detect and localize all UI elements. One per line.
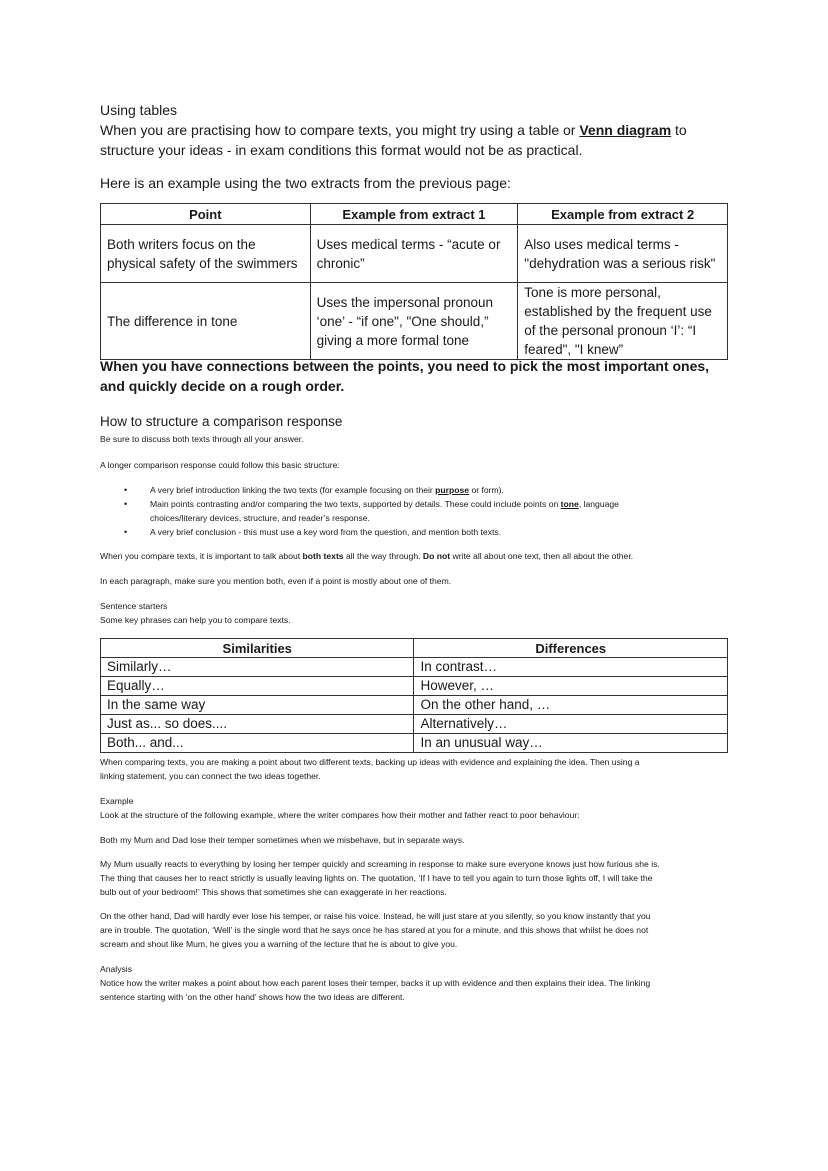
sentence-starters-subtext: Some key phrases can help you to compare texts.: [100, 615, 291, 625]
sentence-starters-table: [100, 638, 728, 753]
header-differences: Differences: [414, 639, 728, 658]
example-mum-paragraph: [100, 857, 750, 899]
after-table-line: linking statement, you can connect the two ideas together.: [100, 771, 321, 781]
intro-section: [100, 100, 740, 160]
table-cell: On the other hand, …: [414, 696, 728, 715]
advice-bold: Do not: [422, 551, 451, 561]
paragraph-line: bulb out of your bedroom!’ This shows that sometimes she can exaggerate in her reactions.: [100, 887, 447, 897]
table-cell: In contrast…: [414, 658, 728, 677]
analysis-heading: Analysis: [100, 964, 132, 974]
comparison-header-row: [101, 204, 728, 225]
example-dad-paragraph: [100, 909, 750, 951]
using-tables-heading: Using tables: [100, 102, 178, 118]
bullet-text: A very brief introduction linking the two texts (for example focusing on their: [150, 485, 436, 495]
table-cell: Alternatively…: [414, 715, 728, 734]
intro-line-1: [100, 120, 740, 140]
structure-subtext: Be sure to discuss both texts through all your answer.: [100, 434, 304, 444]
bullet-text: or form).: [469, 485, 504, 495]
list-item: [100, 497, 720, 525]
paragraph-line: sentence starting with ‘on the other hand’ shows how the two ideas are different.: [100, 992, 405, 1002]
intro-text-end: to: [671, 122, 687, 138]
longer-response-text: A longer comparison response could follow this basic structure:: [100, 460, 340, 470]
paragraph-line: are in trouble. The quotation, ‘Well’ is the single word that he says once he has stared at you for a minute, and this shows that whilst he does not: [100, 925, 649, 935]
intro-text: When you are practising how to compare texts, you might try using a table or: [100, 122, 580, 138]
intro-line-2: structure your ideas - in exam conditions this format would not be as practical.: [100, 142, 583, 158]
starters-header-row: [101, 639, 728, 658]
example-intro-text: Look at the structure of the following example, where the writer compares how their mother and father react to poor behaviour:: [100, 810, 580, 820]
compare-advice: [100, 549, 740, 563]
table-row: [101, 225, 728, 283]
advice-text: all the way through.: [343, 551, 423, 561]
paragraph-line: Notice how the writer makes a point about how each parent loses their temper, backs it up with evidence and then explains their idea. The linking: [100, 978, 651, 988]
table-cell: Tone is more personal, established by the frequent use of the personal pronoun ‘I’: “I feared", "I knew”: [518, 283, 728, 360]
table-row: [101, 715, 728, 734]
advice-bold: both texts: [302, 551, 344, 561]
table-cell: Equally…: [101, 677, 414, 696]
bullet-text: choices/literary devices, structure, and reader’s response.: [150, 513, 370, 523]
table-cell: Uses the impersonal pronoun ‘one’ - “if one", "One should,” giving a more formal tone: [310, 283, 518, 360]
table-cell: The difference in tone: [101, 283, 311, 360]
table-cell: However, …: [414, 677, 728, 696]
table-cell: Both writers focus on the physical safety of the swimmers: [101, 225, 311, 283]
table-cell: In an unusual way…: [414, 734, 728, 753]
table-cell: Uses medical terms - “acute or chronic”: [310, 225, 518, 283]
header-extract-1: Example from extract 1: [310, 204, 518, 225]
table-cell: Similarly…: [101, 658, 414, 677]
paragraph-line: scream and shout like Mum, he gives you a warning of the lecture that he is about to give you.: [100, 939, 458, 949]
advice-text: When you compare texts, it is important to talk about: [100, 551, 303, 561]
structure-heading: How to structure a comparison response: [100, 414, 343, 429]
list-item: [100, 525, 720, 539]
paragraph-line: My Mum usually reacts to everything by losing her temper quickly and screaming in response to make sure everyone knows just how furious she is.: [100, 859, 660, 869]
advice-text: write all about one text, then all about the other.: [450, 551, 634, 561]
paragraph-advice: In each paragraph, make sure you mention both, even if a point is mostly about one of them.: [100, 576, 452, 586]
example-heading: Example: [100, 796, 134, 806]
example-intro: Here is an example using the two extracts from the previous page:: [100, 175, 511, 191]
connections-note: When you have connections between the points, you need to pick the most important ones, and quickly decide on a rough order.: [100, 358, 710, 394]
table-row: [101, 734, 728, 753]
table-cell: Just as... so does....: [101, 715, 414, 734]
example-both: Both my Mum and Dad lose their temper sometimes when we misbehave, but in separate ways.: [100, 835, 465, 845]
bullet-text: Main points contrasting and/or comparing the two texts, supported by details. These could include points on: [150, 499, 561, 509]
structure-list: [100, 483, 720, 539]
paragraph-line: The thing that causes her to react strictly is usually leaving lights on. The quotation, ‘If I have to tell you again to turn those lights off, I will take the: [100, 873, 653, 883]
purpose-link[interactable]: purpose: [435, 485, 470, 495]
tone-link[interactable]: tone: [560, 499, 579, 509]
after-table-line: When comparing texts, you are making a point about two different texts, backing up ideas with evidence and explaining the idea. Then using a: [100, 757, 640, 767]
table-row: [101, 696, 728, 715]
bullet-text: , language: [578, 499, 619, 509]
header-point: Point: [101, 204, 311, 225]
analysis-paragraph: [100, 976, 750, 1004]
bullet-text: A very brief conclusion - this must use a key word from the question, and mention both texts.: [150, 527, 502, 537]
table-cell: Both... and...: [101, 734, 414, 753]
comparison-table: [100, 203, 728, 360]
table-row: [101, 283, 728, 360]
table-cell: Also uses medical terms - "dehydration was a serious risk": [518, 225, 728, 283]
sentence-starters-heading: Sentence starters: [100, 601, 168, 611]
after-table-text: [100, 755, 750, 783]
table-cell: In the same way: [101, 696, 414, 715]
table-row: [101, 658, 728, 677]
header-similarities: Similarities: [101, 639, 414, 658]
paragraph-line: On the other hand, Dad will hardly ever lose his temper, or raise his voice. Instead, he will just stare at you silently, so you know instantly that you: [100, 911, 651, 921]
header-extract-2: Example from extract 2: [518, 204, 728, 225]
venn-diagram-link[interactable]: Venn diagram: [579, 122, 672, 138]
list-item: [100, 483, 720, 497]
table-row: [101, 677, 728, 696]
